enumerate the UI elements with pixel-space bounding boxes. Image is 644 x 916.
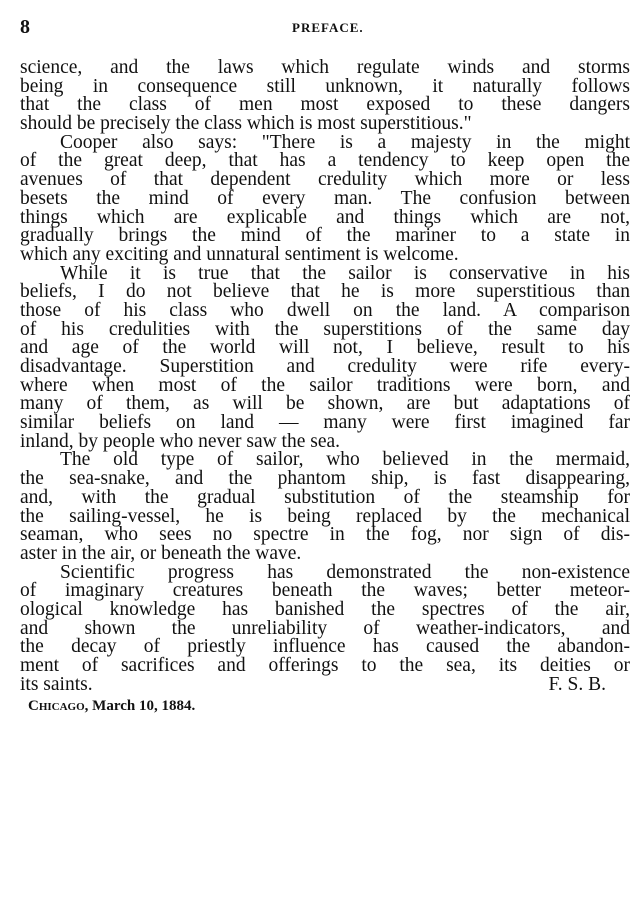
dateline-date: March 10, 1884. bbox=[92, 698, 196, 715]
preface-body bbox=[20, 59, 630, 715]
text-line: aster in the air, or beneath the wave. bbox=[20, 542, 302, 564]
paragraph bbox=[20, 59, 630, 134]
text-line: where when most of the sailor traditions were born, and bbox=[20, 374, 630, 396]
text-line: and shown the unreliability of weather-indicators, and bbox=[20, 617, 630, 639]
text-line: While it is true that the sailor is conservative in his bbox=[60, 262, 630, 284]
text-line: and age of the world will not, I believe, result to his bbox=[20, 337, 630, 359]
text-line: the sea-snake, and the phantom ship, is fast disappearing, bbox=[20, 468, 630, 490]
text-line: those of his class who dwell on the land. A comparison bbox=[20, 299, 630, 321]
text-line: Scientific progress has demonstrated the non-existence bbox=[60, 561, 630, 583]
text-line: should be precisely the class which is most superstitious." bbox=[20, 113, 472, 135]
text-line: avenues of that dependent credulity which more or less bbox=[20, 169, 630, 191]
text-line: being in consequence still unknown, it naturally follows bbox=[20, 75, 630, 97]
paragraph bbox=[20, 262, 630, 452]
text-line: similar beliefs on land — many were first imagined far bbox=[20, 412, 630, 434]
text-line: of the great deep, that has a tendency to keep open the bbox=[20, 150, 630, 172]
text-line: disadvantage. Superstition and credulity were rife every- bbox=[20, 356, 630, 377]
dateline: Chicago, March 10, 1884. bbox=[28, 698, 196, 715]
text-line: of imaginary creatures beneath the waves; better meteor- bbox=[20, 580, 630, 602]
running-head: PREFACE. bbox=[292, 20, 364, 35]
text-line: the sailing-vessel, he is being replaced by the mechanical bbox=[20, 505, 630, 527]
text-line: that the class of men most exposed to these dangers bbox=[20, 94, 630, 116]
page-number: 8 bbox=[20, 16, 30, 38]
text-line bbox=[20, 673, 630, 695]
text-line: which any exciting and unnatural sentiment is welcome. bbox=[20, 243, 459, 265]
text-line: beliefs, I do not believe that he is more superstitious than bbox=[20, 281, 630, 303]
dateline-city: Chicago bbox=[28, 698, 85, 715]
text-line: many of them, as will be shown, are but adaptations of bbox=[20, 393, 630, 415]
text-line: and, with the gradual substitution of the steamship for bbox=[20, 486, 630, 508]
text-line-content: its saints. bbox=[20, 673, 93, 695]
text-line: science, and the laws which regulate winds and storms bbox=[20, 57, 630, 78]
paragraph bbox=[20, 451, 630, 563]
text-line: of his credulities with the superstitions of the same day bbox=[20, 318, 630, 340]
paragraph bbox=[20, 561, 630, 695]
paragraph bbox=[20, 131, 630, 265]
text-line: gradually brings the mind of the mariner to a state in bbox=[20, 225, 630, 247]
text-line: besets the mind of every man. The confusion between bbox=[20, 187, 630, 209]
author-initials: F. S. B. bbox=[548, 673, 606, 695]
text-line: ment of sacrifices and offerings to the sea, its deities or bbox=[20, 655, 630, 676]
text-line: the decay of priestly influence has caused the abandon- bbox=[20, 636, 630, 658]
page-header bbox=[20, 16, 630, 38]
text-line: ological knowledge has banished the spectres of the air, bbox=[20, 598, 630, 620]
text-line: The old type of sailor, who believed in the mermaid, bbox=[60, 449, 630, 471]
text-line: seaman, who sees no spectre in the fog, nor sign of dis- bbox=[20, 524, 630, 546]
text-line: inland, by people who never saw the sea. bbox=[20, 430, 341, 452]
text-line: Cooper also says: "There is a majesty in the might bbox=[60, 131, 630, 153]
text-line: things which are explicable and things which are not, bbox=[20, 206, 630, 228]
